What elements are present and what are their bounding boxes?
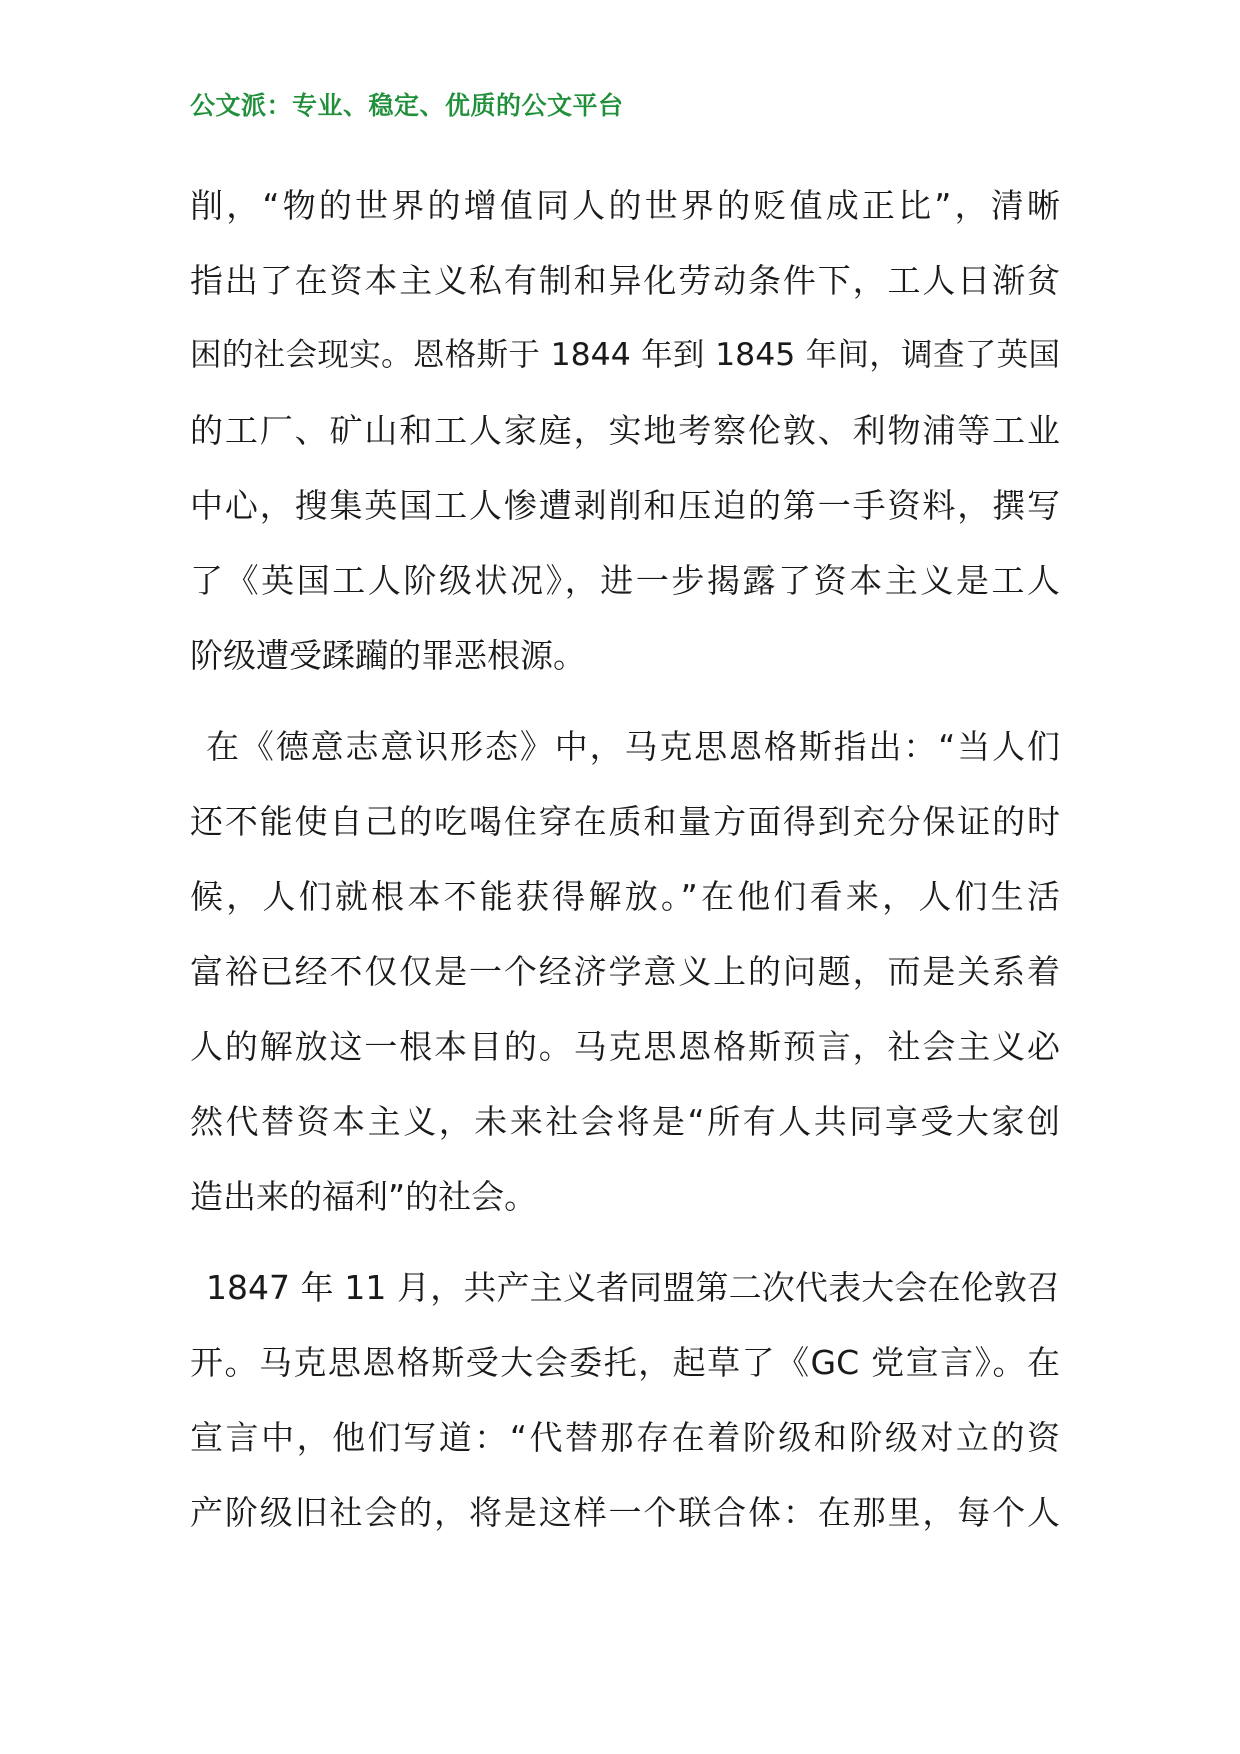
text-line: 造出来的福利”的社会。 xyxy=(190,1177,538,1216)
text-line: 1847 年 11 月，共产主义者同盟第二次代表大会在伦敦召 xyxy=(206,1268,1060,1307)
paragraph-1 xyxy=(190,168,1060,693)
document-body xyxy=(190,168,1060,1550)
text-line: 然代替资本主义，未来社会将是“所有人共同享受大家创 xyxy=(190,1102,1060,1141)
text-line: 宣言中，他们写道：“代替那存在着阶级和阶级对立的资 xyxy=(190,1418,1060,1457)
paragraph-3 xyxy=(190,1250,1060,1550)
text-line: 富裕已经不仅仅是一个经济学意义上的问题，而是关系着 xyxy=(190,952,1060,991)
text-line: 还不能使自己的吃喝住穿在质和量方面得到充分保证的时 xyxy=(190,802,1060,841)
text-line: 指出了在资本主义私有制和异化劳动条件下，工人日渐贫 xyxy=(190,261,1060,300)
text-line: 了《英国工人阶级状况》，进一步揭露了资本主义是工人 xyxy=(190,561,1060,600)
text-line: 开。马克思恩格斯受大会委托，起草了《GC 党宣言》。在 xyxy=(190,1343,1060,1382)
text-line: 在《德意志意识形态》中，马克思恩格斯指出：“当人们 xyxy=(206,727,1060,766)
text-line: 的工厂、矿山和工人家庭，实地考察伦敦、利物浦等工业 xyxy=(190,411,1060,450)
paragraph-2 xyxy=(190,709,1060,1234)
text-line: 中心，搜集英国工人惨遭剥削和压迫的第一手资料，撰写 xyxy=(190,486,1060,525)
text-line: 阶级遭受蹂躏的罪恶根源。 xyxy=(190,636,586,675)
site-header: 公文派：专业、稳定、优质的公文平台 xyxy=(190,91,624,120)
text-line: 削，“物的世界的增值同人的世界的贬值成正比”，清晰 xyxy=(190,186,1060,225)
text-line: 产阶级旧社会的，将是这样一个联合体：在那里，每个人 xyxy=(190,1493,1060,1532)
text-line: 候，人们就根本不能获得解放。”在他们看来，人们生活 xyxy=(190,877,1060,916)
text-line: 困的社会现实。恩格斯于 1844 年到 1845 年间，调查了英国 xyxy=(190,337,1060,373)
text-line: 人的解放这一根本目的。马克思恩格斯预言，社会主义必 xyxy=(190,1027,1060,1066)
